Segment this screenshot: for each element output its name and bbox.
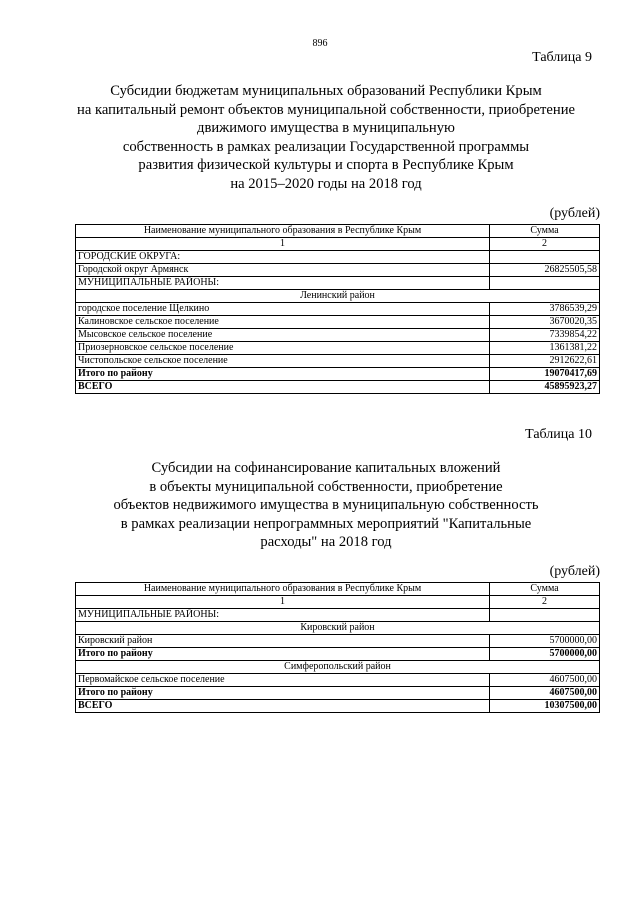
table9-label: Таблица 9 bbox=[532, 50, 592, 65]
sum-cell: 26825505,58 bbox=[490, 264, 600, 277]
column-number-cell: 1 bbox=[76, 238, 490, 251]
table9-title-line: собственность в рамках реализации Государственной программы bbox=[122, 138, 530, 155]
name-cell: Калиновское сельское поселение bbox=[76, 316, 490, 329]
empty-cell bbox=[490, 251, 600, 264]
empty-cell bbox=[490, 609, 600, 622]
sum-cell: 7339854,22 bbox=[490, 329, 600, 342]
name-cell: Первомайское сельское поселение bbox=[76, 674, 490, 687]
table10-title-line: расходы" на 2018 год bbox=[260, 534, 392, 550]
sum-cell: 2912622,61 bbox=[490, 355, 600, 368]
name-cell: Городской округ Армянск bbox=[76, 264, 490, 277]
table9-title-line: Субсидии бюджетам муниципальных образований Республики Крым bbox=[110, 83, 542, 99]
sum-cell: 45895923,27 bbox=[490, 381, 600, 394]
table-header-row bbox=[76, 225, 600, 238]
name-cell: ВСЕГО bbox=[76, 700, 490, 713]
table10-unit: (рублей) bbox=[549, 564, 600, 579]
table9-title-line: на 2015–2020 годы на 2018 год bbox=[230, 175, 422, 192]
section-title-cell: МУНИЦИПАЛЬНЫЕ РАЙОНЫ: bbox=[76, 609, 490, 622]
header-sum-cell: Сумма bbox=[490, 225, 600, 238]
column-number-cell: 2 bbox=[490, 596, 600, 609]
district-row bbox=[76, 622, 600, 635]
table10-title-line: Субсидии на софинансирование капитальных вложений bbox=[151, 460, 501, 476]
section-title-cell: ГОРОДСКИЕ ОКРУГА: bbox=[76, 251, 490, 264]
district-total-row bbox=[76, 368, 600, 381]
table9-unit: (рублей) bbox=[549, 206, 600, 221]
table10-label: Таблица 10 bbox=[525, 427, 592, 442]
table-row bbox=[76, 674, 600, 687]
district-total-row bbox=[76, 648, 600, 661]
name-cell: Итого по району bbox=[76, 648, 490, 661]
table10-title-line: в рамках реализации непрограммных мероприятий "Капитальные bbox=[120, 515, 532, 532]
column-number-row bbox=[76, 238, 600, 251]
table10 bbox=[75, 582, 600, 713]
section-title-cell: МУНИЦИПАЛЬНЫЕ РАЙОНЫ: bbox=[76, 277, 490, 290]
name-cell: Приозерновское сельское поселение bbox=[76, 342, 490, 355]
column-number-cell: 2 bbox=[490, 238, 600, 251]
grand-total-row bbox=[76, 700, 600, 713]
table-row bbox=[76, 303, 600, 316]
name-cell: Итого по району bbox=[76, 368, 490, 381]
table9-title bbox=[62, 82, 590, 193]
empty-cell bbox=[490, 277, 600, 290]
district-row bbox=[76, 290, 600, 303]
header-name-cell: Наименование муниципального образования в Республике Крым bbox=[76, 583, 490, 596]
table-row bbox=[76, 329, 600, 342]
table-row bbox=[76, 264, 600, 277]
sum-cell: 19070417,69 bbox=[490, 368, 600, 381]
name-cell: Итого по району bbox=[76, 687, 490, 700]
page-number: 896 bbox=[312, 38, 328, 49]
section-row bbox=[76, 609, 600, 622]
table-row bbox=[76, 342, 600, 355]
section-row bbox=[76, 277, 600, 290]
district-row bbox=[76, 661, 600, 674]
sum-cell: 1361381,22 bbox=[490, 342, 600, 355]
sum-cell: 4607500,00 bbox=[490, 687, 600, 700]
sum-cell: 5700000,00 bbox=[490, 648, 600, 661]
name-cell: ВСЕГО bbox=[76, 381, 490, 394]
name-cell: Кировский район bbox=[76, 635, 490, 648]
name-cell: городское поселение Щелкино bbox=[76, 303, 490, 316]
column-number-cell: 1 bbox=[76, 596, 490, 609]
name-cell: Мысовское сельское поселение bbox=[76, 329, 490, 342]
district-name-cell: Ленинский район bbox=[76, 290, 600, 303]
district-name-cell: Кировский район bbox=[76, 622, 600, 635]
sum-cell: 5700000,00 bbox=[490, 635, 600, 648]
table9 bbox=[75, 224, 600, 394]
table-header-row bbox=[76, 583, 600, 596]
district-name-cell: Симферопольский район bbox=[76, 661, 600, 674]
header-name-cell: Наименование муниципального образования в Республике Крым bbox=[76, 225, 490, 238]
sum-cell: 4607500,00 bbox=[490, 674, 600, 687]
table10-title-line: объектов недвижимого имущества в муниципальную собственность bbox=[113, 497, 539, 513]
grand-total-row bbox=[76, 381, 600, 394]
sum-cell: 10307500,00 bbox=[490, 700, 600, 713]
table-row bbox=[76, 355, 600, 368]
name-cell: Чистопольское сельское поселение bbox=[76, 355, 490, 368]
sum-cell: 3786539,29 bbox=[490, 303, 600, 316]
section-row bbox=[76, 251, 600, 264]
district-total-row bbox=[76, 687, 600, 700]
column-number-row bbox=[76, 596, 600, 609]
table9-title-line: движимого имущества в муниципальную bbox=[197, 120, 455, 136]
header-sum-cell: Сумма bbox=[490, 583, 600, 596]
table9-title-line: развития физической культуры и спорта в Республике Крым bbox=[138, 157, 514, 173]
table9-title-line: на капитальный ремонт объектов муниципальной собственности, приобретение bbox=[77, 101, 575, 118]
table-row bbox=[76, 316, 600, 329]
table-row bbox=[76, 635, 600, 648]
sum-cell: 3670020,35 bbox=[490, 316, 600, 329]
table10-title bbox=[62, 459, 590, 552]
table10-title-line: в объекты муниципальной собственности, приобретение bbox=[149, 478, 503, 495]
